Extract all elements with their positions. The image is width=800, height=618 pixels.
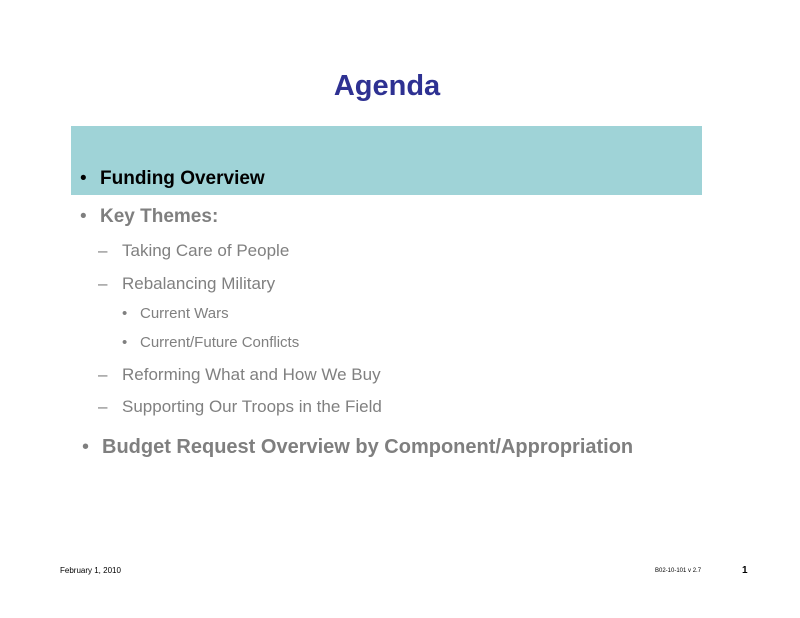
theme-label: Reforming What and How We Buy [122,365,381,384]
theme-label: Supporting Our Troops in the Field [122,397,382,416]
bullet: • [122,305,128,322]
agenda-item-label: Funding Overview [100,168,265,189]
agenda-item-label: Key Themes: [100,206,219,227]
dash: – [98,365,108,384]
footer-document-code: B02-10-101 v 2.7 [655,568,702,574]
subtheme-item [122,305,229,322]
dash: – [98,397,108,416]
agenda-item-label: Budget Request Overview by Component/Appropriation [102,436,634,458]
page-title: Agenda [333,70,441,102]
subtheme-label: Current Wars [140,305,229,322]
theme-item [98,241,289,261]
theme-item [98,397,382,417]
subtheme-item [122,334,299,351]
theme-label: Taking Care of People [122,241,290,260]
theme-item [98,274,275,294]
agenda-item-key-themes [80,206,218,228]
theme-label: Rebalancing Military [122,274,276,293]
theme-item [98,365,381,385]
agenda-item-budget-request [82,436,633,459]
subtheme-label: Current/Future Conflicts [140,334,300,351]
bullet: • [80,206,87,227]
dash: – [98,274,108,293]
bullet: • [122,334,128,351]
page-number: 1 [742,565,748,576]
footer-date: February 1, 2010 [60,566,121,575]
bullet: • [82,436,90,458]
agenda-item-funding-overview [80,168,265,190]
dash: – [98,241,108,260]
bullet: • [80,168,87,189]
